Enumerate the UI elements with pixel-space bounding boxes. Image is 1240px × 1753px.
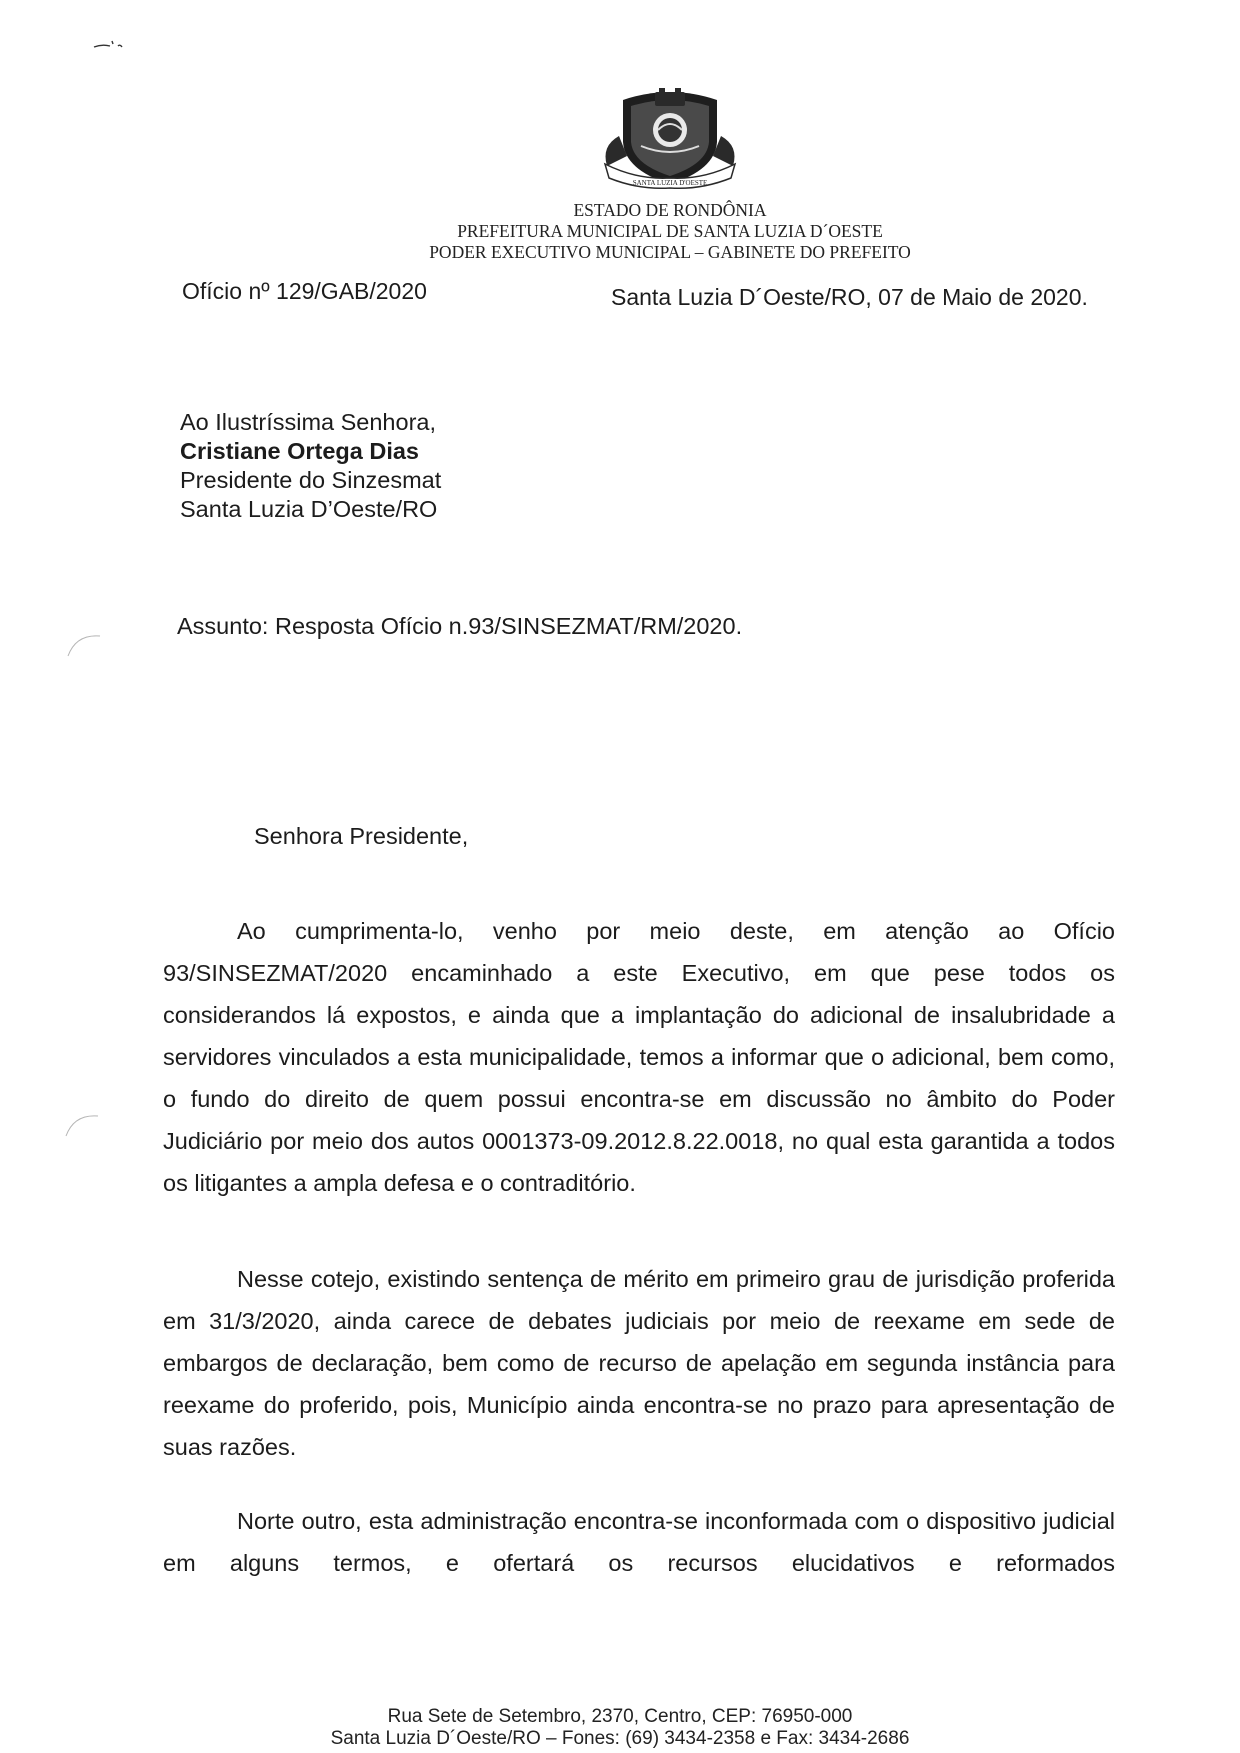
paragraph-text: Nesse cotejo, existindo sentença de mérito em primeiro grau de jurisdição proferida em 31/3/2020, ainda carece de debates judiciais por meio de reexame em sede de embargos de declaração, bem como de recurso de apelação em segunda instância para reexame do proferido, pois, Município ainda encontra-se no prazo para apresentação de suas razões. bbox=[163, 1266, 1115, 1460]
body-paragraph-3 bbox=[163, 1500, 1115, 1584]
subject-line: Assunto: Resposta Ofício n.93/SINSEZMAT/RM/2020. bbox=[177, 613, 743, 639]
office-letter-number: Ofício nº 129/GAB/2020 bbox=[182, 278, 427, 304]
punch-hole-mark-bottom bbox=[60, 1110, 100, 1150]
addressee-name: Cristiane Ortega Dias bbox=[180, 438, 420, 464]
addressee-role: Presidente do Sinzesmat bbox=[180, 467, 442, 493]
addressee-location: Santa Luzia D’Oeste/RO bbox=[180, 496, 438, 522]
footer-address: Rua Sete de Setembro, 2370, Centro, CEP: 76950-000 bbox=[387, 1706, 853, 1727]
scan-mark bbox=[92, 36, 128, 52]
body-paragraph-2 bbox=[163, 1258, 1115, 1468]
addressee-block bbox=[180, 408, 441, 524]
page-footer bbox=[290, 1706, 950, 1750]
letterhead-prefecture: PREFEITURA MUNICIPAL DE SANTA LUZIA D´OESTE bbox=[457, 221, 883, 241]
body-paragraph-1 bbox=[163, 910, 1115, 1204]
paragraph-text: Norte outro, esta administração encontra-se inconformada com o dispositivo judicial em alguns termos, e ofertará os recursos elucidativos e reformados bbox=[163, 1508, 1115, 1576]
footer-contact: Santa Luzia D´Oeste/RO – Fones: (69) 3434-2358 e Fax: 3434-2686 bbox=[330, 1728, 910, 1749]
place-and-date: Santa Luzia D´Oeste/RO, 07 de Maio de 2020. bbox=[611, 284, 1088, 310]
paragraph-text: Ao cumprimenta-lo, venho por meio deste, em atenção ao Ofício 93/SINSEZMAT/2020 encaminhado a este Executivo, em que pese todos os considerandos lá expostos, e ainda que a implantação do adicional de insalubridade a servidores vinculados a esta municipalidade, temos a informar que o adicional, bem como, o fundo do direito de quem possui encontra-se em discussão no âmbito do Poder Judiciário por meio dos autos 0001373-09.2012.8.22.0018, no qual esta garantida a todos os litigantes a ampla defesa e o contraditório. bbox=[163, 918, 1115, 1196]
municipal-coat-of-arms-icon bbox=[597, 86, 743, 194]
addressee-greeting: Ao Ilustríssima Senhora, bbox=[180, 409, 436, 435]
punch-hole-mark-top bbox=[62, 630, 102, 670]
salutation: Senhora Presidente, bbox=[254, 823, 469, 849]
letterhead-state: ESTADO DE RONDÔNIA bbox=[573, 200, 767, 220]
letterhead-office: PODER EXECUTIVO MUNICIPAL – GABINETE DO PREFEITO bbox=[429, 242, 911, 262]
letterhead bbox=[380, 200, 960, 263]
crest-ribbon-text: SANTA LUZIA D'OESTE bbox=[632, 179, 708, 187]
